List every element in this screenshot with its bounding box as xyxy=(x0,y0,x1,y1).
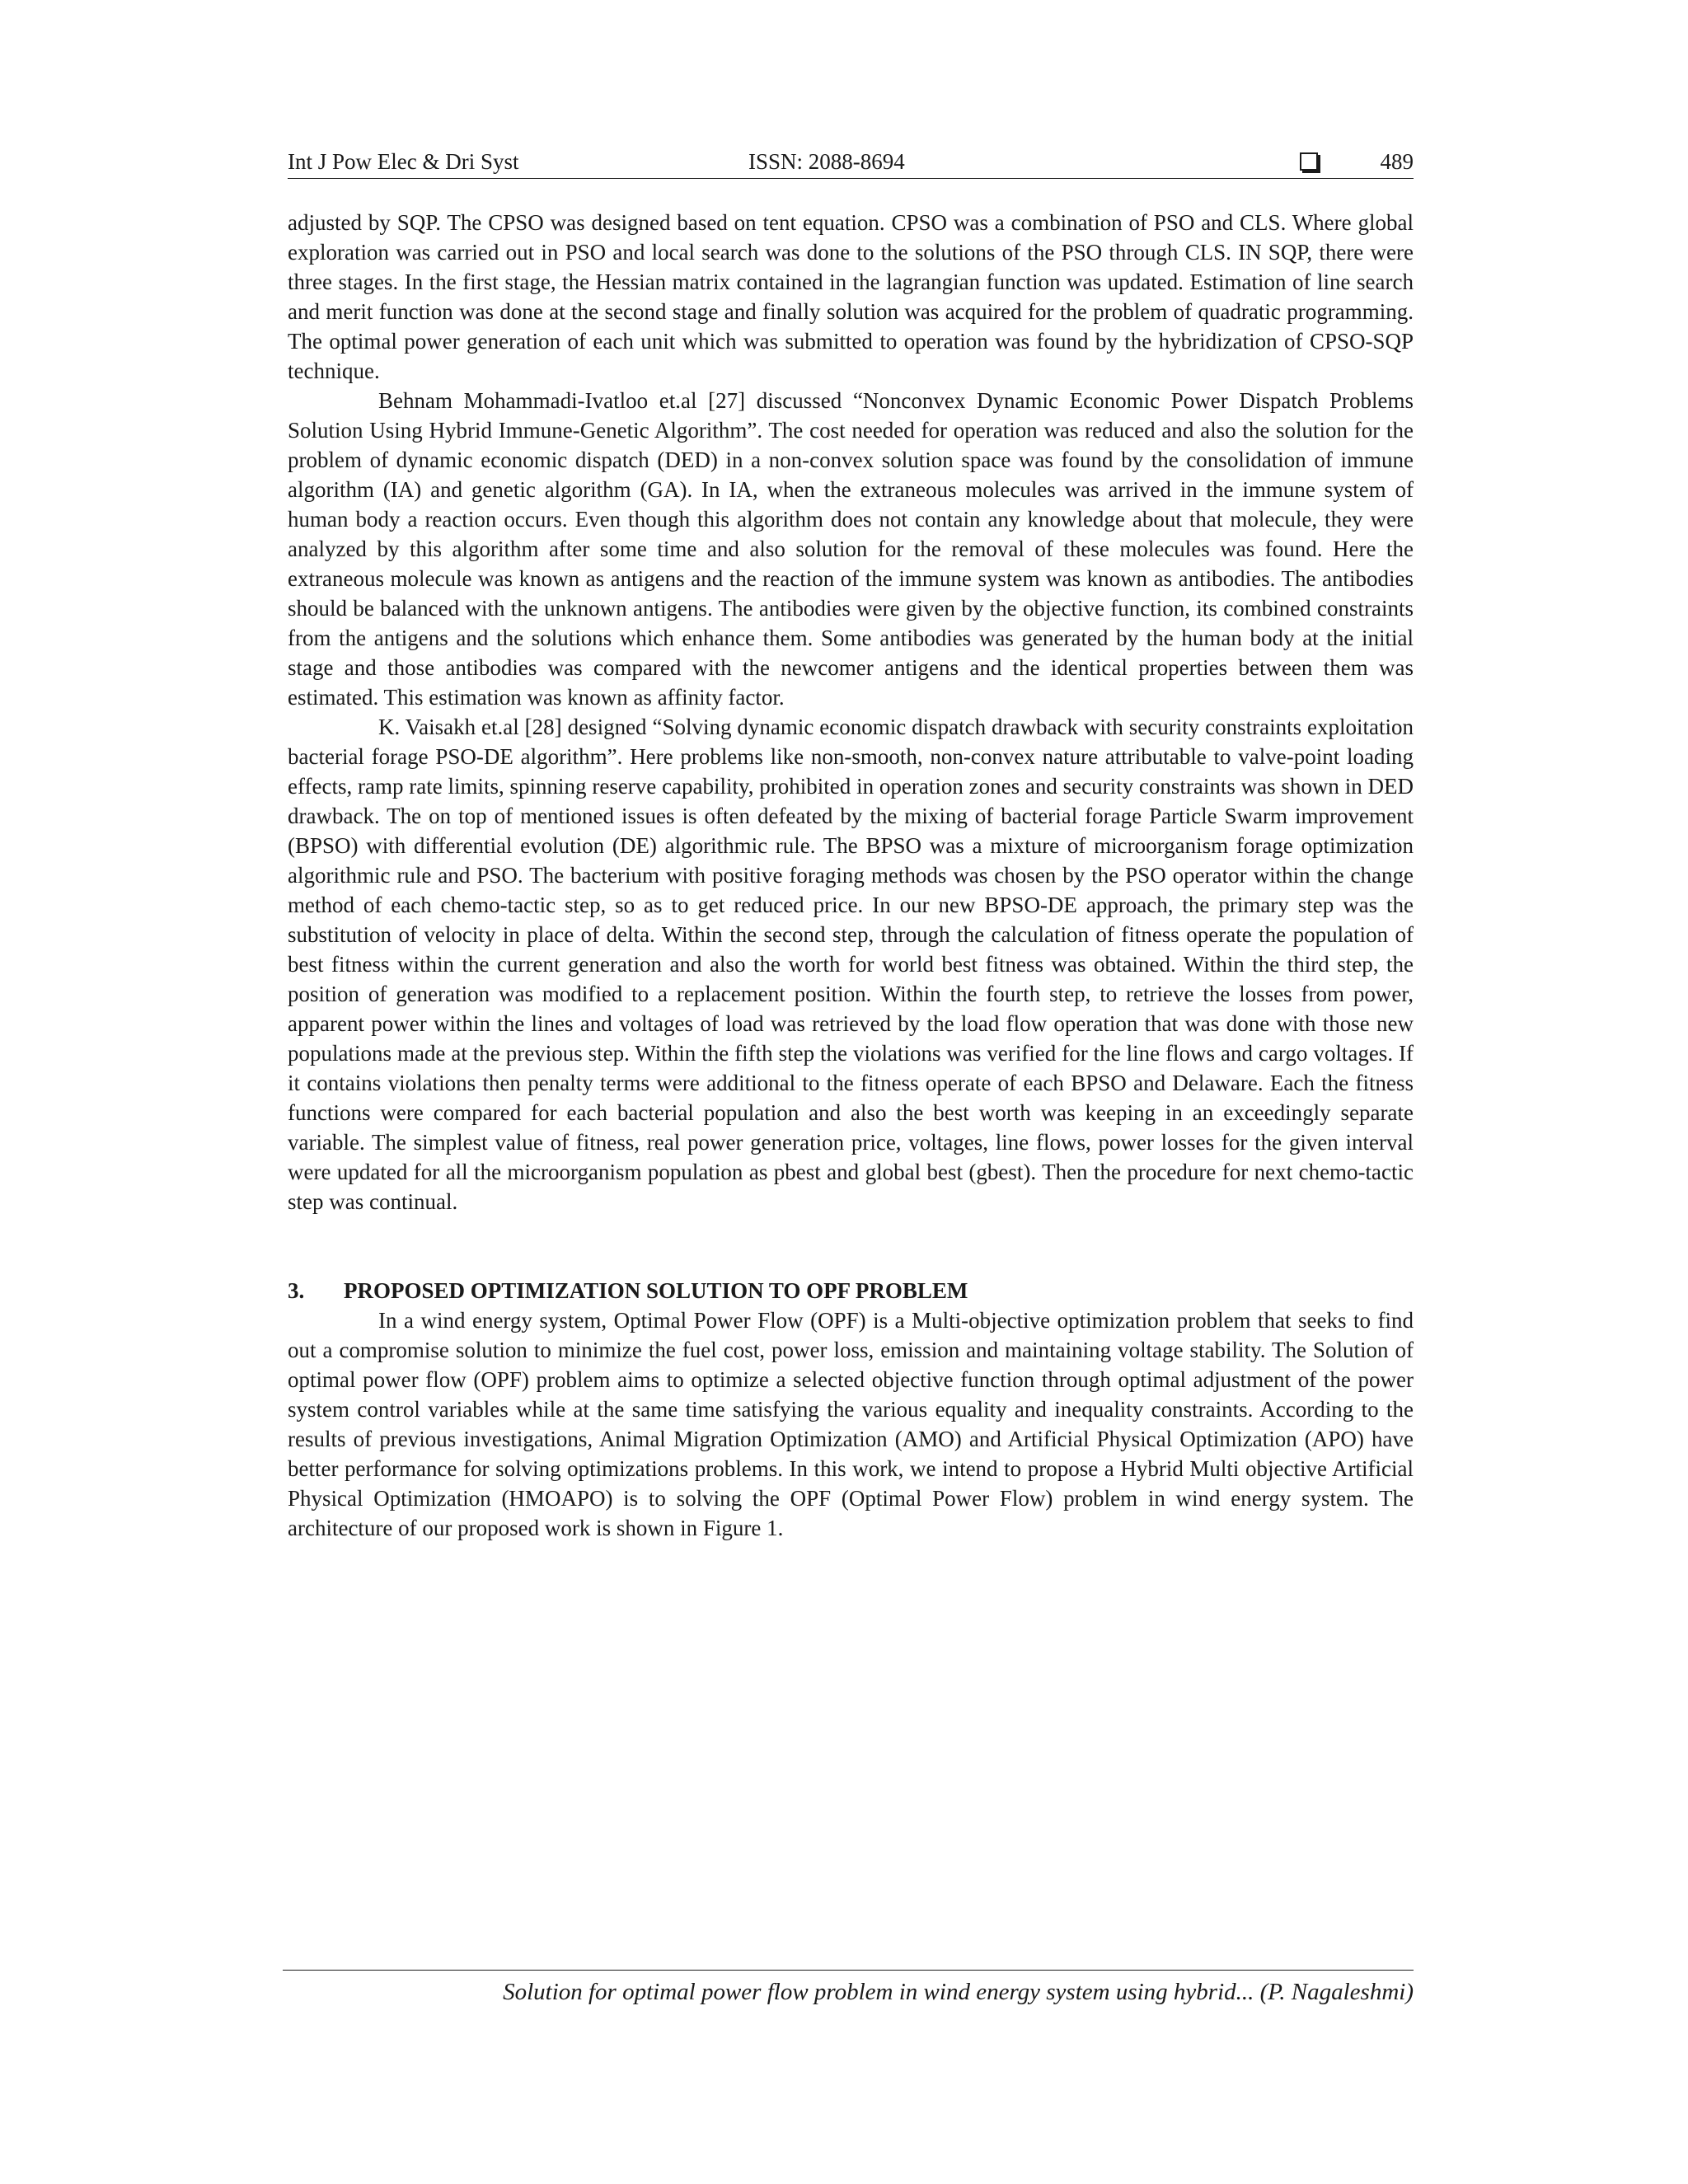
issn-number: ISSN: 2088-8694 xyxy=(748,149,905,174)
section-paragraph: In a wind energy system, Optimal Power Flow (OPF) is a Multi-objective optimization problem that seeks to find out a compromise solution to minimize the fuel cost, power loss, emission and maintaining voltage stability. The Solution of optimal power flow (OPF) problem aims to optimize a selected objective function through optimal adjustment of the power system control variables while at the same time satisfying the various equality and inequality constraints. According to the results of previous investigations, Animal Migration Optimization (AMO) and Artificial Physical Optimization (APO) have better performance for solving optimizations problems. In this work, we intend to propose a Hybrid Multi objective Artificial Physical Optimization (HMOAPO) is to solving the OPF (Optimal Power Flow) problem in wind energy system. The architecture of our proposed work is shown in Figure 1. xyxy=(288,1308,1414,1540)
page-footer: Solution for optimal power flow problem in wind energy system using hybrid... (P. Nagaleshmi) xyxy=(503,1979,1414,2005)
page-number: 489 xyxy=(1380,149,1414,174)
paragraph-ref-28: K. Vaisakh et.al [28] designed “Solving dynamic economic dispatch drawback with security constraints exploitation bacterial forage PSO-DE algorithm”. Here problems like non-smooth, non-convex nature attributable to valve-point loading effects, ramp rate limits, spinning reserve capability, prohibited in operation zones and security constraints was shown in DED drawback. The on top of mentioned issues is often defeated by the mixing of bacterial forage Particle Swarm improvement (BPSO) with differential evolution (DE) algorithmic rule. The BPSO was a mixture of microorganism forage optimization algorithmic rule and PSO. The bacterium with positive foraging methods was chosen by the PSO operator within the change method of each chemo-tactic step, so as to get reduced price. In our new BPSO-DE approach, the primary step was the substitution of velocity in place of delta. Within the second step, through the calculation of fitness operate the population of best fitness within the current generation and also the worth for world best fitness was obtained. Within the third step, the position of generation was modified to a replacement position. Within the fourth step, to retrieve the losses from power, apparent power within the lines and voltages of load was retrieved by the load flow operation that was done with those new populations made at the previous step. Within the fifth step the violations was verified for the line flows and cargo voltages. If it contains violations then penalty terms were additional to the fitness operate of each BPSO and Delaware. Each the fitness functions were compared for each bacterial population and also the best worth was keeping in an exceedingly separate variable. The simplest value of fitness, real power generation price, voltages, line flows, power losses for the given interval were updated for all the microorganism population as pbest and global best (gbest). Then the procedure for next chemo-tactic step was continual. xyxy=(288,715,1414,1214)
section-heading xyxy=(288,1276,1414,1305)
header-divider xyxy=(288,178,1414,179)
page-header xyxy=(288,145,1414,178)
paragraph-continued: adjusted by SQP. The CPSO was designed based on tent equation. CPSO was a combination of PSO and CLS. Where global exploration was carried out in PSO and local search was done to the solutions of the PSO through CLS. IN SQP, there were three stages. In the first stage, the Hessian matrix contained in the lagrangian function was updated. Estimation of line search and merit function was done at the second stage and finally solution was acquired for the problem of quadratic programming. The optimal power generation of each unit which was submitted to operation was found by the hybridization of CPSO-SQP technique. xyxy=(288,210,1414,383)
hollow-square-icon xyxy=(1300,152,1318,171)
footer-divider xyxy=(283,1970,1414,1971)
section-number: 3. xyxy=(288,1278,305,1303)
section-title: PROPOSED OPTIMIZATION SOLUTION TO OPF PROBLEM xyxy=(344,1278,968,1303)
paragraph-ref-27: Behnam Mohammadi-Ivatloo et.al [27] discussed “Nonconvex Dynamic Economic Power Dispatch Problems Solution Using Hybrid Immune-Genetic Algorithm”. The cost needed for operation was reduced and also the solution for the problem of dynamic economic dispatch (DED) in a non-convex solution space was found by the consolidation of immune algorithm (IA) and genetic algorithm (GA). In IA, when the extraneous molecules was arrived in the immune system of human body a reaction occurs. Even though this algorithm does not contain any knowledge about that molecule, they were analyzed by this algorithm after some time and also solution for the removal of these molecules was found. Here the extraneous molecule was known as antigens and the reaction of the immune system was known as antibodies. The antibodies should be balanced with the unknown antigens. The antibodies were given by the objective function, its combined constraints from the antigens and the solutions which enhance them. Some antibodies was generated by the human body at the initial stage and those antibodies was compared with the newcomer antigens and the identical properties between them was estimated. This estimation was known as affinity factor. xyxy=(288,388,1414,710)
body-text xyxy=(288,208,1414,1543)
journal-name: Int J Pow Elec & Dri Syst xyxy=(288,149,519,174)
